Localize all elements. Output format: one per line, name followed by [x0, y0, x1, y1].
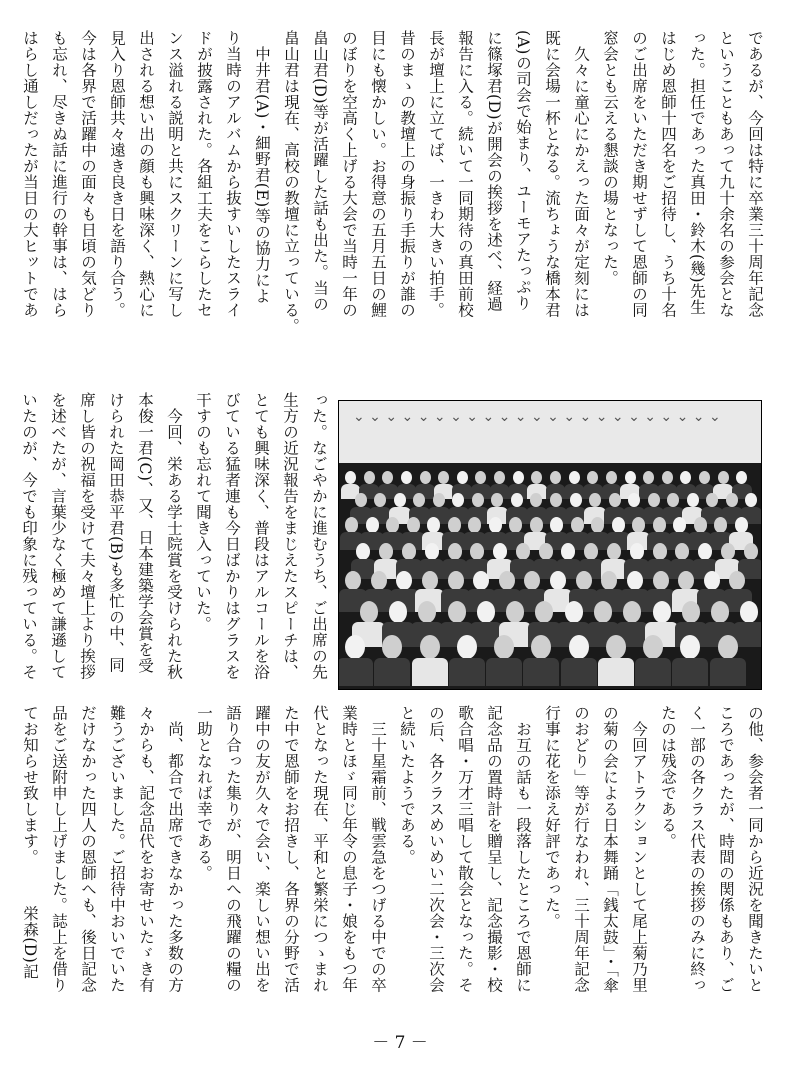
text-column: 今は各界で活躍中の面々も日頃の気どり: [79, 30, 97, 318]
text-column: 席し皆の祝福を受けて夫々壇上より挨拶: [78, 392, 96, 680]
text-column: 出される想い出の顔も興味深く、熱心に: [137, 30, 155, 318]
text-column: ンス溢れる説明と共にスクリーンに写し: [166, 30, 184, 318]
person-head: [561, 543, 575, 560]
person-head: [420, 471, 431, 484]
person-head: [550, 471, 561, 484]
person-head: [630, 543, 644, 560]
text-column: のぼりを空高く上げる大会で当時一年の: [340, 30, 358, 318]
person-head: [576, 571, 592, 590]
person-head: [539, 543, 553, 560]
middle-text-block: [20, 392, 332, 680]
person-head: [513, 471, 524, 484]
person-head: [594, 601, 612, 623]
person-head: [407, 517, 420, 533]
person-head: [587, 471, 598, 484]
page-number: － 7 －: [372, 1033, 428, 1053]
person-head: [721, 543, 735, 560]
group-photo: [338, 400, 762, 690]
text-column: 畠山君(D)等が活躍した話も出た。当の: [311, 30, 329, 313]
person-head: [570, 493, 582, 507]
person-head: [653, 517, 666, 533]
text-column: を述べたが、言葉少なく極めて謙遜して: [49, 392, 67, 680]
person-body: [635, 658, 671, 686]
text-column: 久々に童心にかえった面々が定刻には: [572, 30, 590, 318]
person-head: [530, 493, 542, 507]
person-head: [506, 601, 524, 623]
person-head: [511, 493, 523, 507]
text-column: 今回、栄ある学士院賞を受けられた秋: [165, 392, 183, 680]
person-head: [729, 571, 745, 590]
person-body: [598, 658, 634, 686]
person-head: [389, 601, 407, 623]
person-head: [448, 543, 462, 560]
person-head: [704, 571, 720, 590]
person-head: [653, 601, 671, 623]
person-head: [648, 493, 660, 507]
person-head: [345, 517, 358, 533]
person-head: [601, 571, 617, 590]
person-head: [402, 543, 416, 560]
person-head: [714, 517, 727, 533]
person-body: [561, 658, 597, 686]
text-column: 尚、都合で出席できなかった多数の方: [166, 705, 184, 993]
person-head: [550, 517, 563, 533]
text-column: 代となった現在、平和と繁栄につゝまれ: [311, 705, 329, 993]
person-head: [609, 493, 621, 507]
person-head: [627, 571, 643, 590]
person-head: [516, 543, 530, 560]
text-column: 畠山君は現在、高校の教壇に立っている。: [282, 30, 300, 334]
text-column: た中で恩師をお招きし、各界の分野で活: [282, 705, 300, 993]
person-head: [420, 635, 440, 659]
text-column: に篠塚君(D)が開会の挨拶を述べ、経過: [485, 30, 503, 313]
person-head: [371, 571, 387, 590]
person-head: [740, 601, 758, 623]
person-head: [489, 517, 502, 533]
person-head: [491, 493, 503, 507]
text-column: と続いたようである。: [398, 705, 416, 865]
person-head: [718, 635, 738, 659]
person-head: [457, 635, 477, 659]
person-head: [612, 517, 625, 533]
person-head: [584, 543, 598, 560]
person-head: [509, 517, 522, 533]
text-column: の后、各クラスめいめい二次会・三次会: [427, 705, 445, 993]
person-head: [680, 471, 691, 484]
person-head: [736, 471, 747, 484]
person-head: [345, 471, 356, 484]
person-head: [433, 493, 445, 507]
person-body: [449, 658, 485, 686]
text-column: 品をご送附申し上げました。誌上を借り: [50, 705, 68, 993]
person-head: [699, 471, 710, 484]
person-head: [473, 571, 489, 590]
person-head: [643, 471, 654, 484]
text-column: 難うございました。ご招待中おいでいた: [108, 705, 126, 993]
text-column: 歌合唱・万才三唱して散会となった。そ: [456, 705, 474, 993]
person-head: [396, 571, 412, 590]
person-head: [493, 543, 507, 560]
person-head: [550, 571, 566, 590]
person-body: [486, 658, 522, 686]
person-head: [530, 517, 543, 533]
person-head: [662, 471, 673, 484]
text-column: たのは残念である。: [659, 705, 677, 849]
text-column: 々からも、記念品代をお寄せいたゞき有: [137, 705, 155, 993]
person-head: [364, 471, 375, 484]
person-head: [698, 543, 712, 560]
person-head: [675, 543, 689, 560]
text-column: (A)の司会で始まり、ユーモアたっぷり: [514, 30, 532, 311]
person-head: [653, 543, 667, 560]
text-column: はらし通しだったが当日の大ヒットであ: [21, 30, 39, 318]
person-head: [667, 493, 679, 507]
person-head: [589, 493, 601, 507]
text-column: いたのが、今でも印象に残っている。そ: [20, 392, 38, 680]
person-head: [452, 493, 464, 507]
text-column: びている猛者連も今日ばかりはグラスを: [223, 392, 241, 680]
text-column: 目にも懐かしい。お得意の五月五日の鯉: [369, 30, 387, 318]
text-column: 今回アトラクションとして尾上菊乃里: [630, 705, 648, 993]
person-head: [448, 571, 464, 590]
person-head: [718, 471, 729, 484]
top-text-block: [21, 30, 768, 390]
text-column: 窓会とも云える懇談の場となった。: [601, 30, 619, 286]
person-head: [422, 571, 438, 590]
photo-banner: [339, 401, 761, 463]
text-column: のおどり」等が行なわれ、三十周年記念: [572, 705, 590, 993]
person-head: [623, 601, 641, 623]
text-column: はじめ恩師十四名をご招待し、うち十名: [659, 30, 677, 318]
person-head: [706, 493, 718, 507]
person-body: [672, 658, 708, 686]
person-body: [523, 658, 559, 686]
text-column: のご出席をいただき期せずして恩師の同: [630, 30, 648, 318]
person-head: [606, 471, 617, 484]
person-head: [413, 493, 425, 507]
text-column: だけなかった四人の恩師へも、後日記念: [79, 705, 97, 993]
person-head: [569, 635, 589, 659]
person-head: [682, 601, 700, 623]
text-column: った。なごやかに進むうち、ご出席の先: [310, 392, 328, 680]
person-head: [711, 601, 729, 623]
text-column: り当時のアルバムから抜すいしたスライ: [224, 30, 242, 318]
person-head: [457, 471, 468, 484]
person-head: [735, 517, 748, 533]
text-column: 生方の近況報告をまじえたスピーチは、: [281, 392, 299, 680]
person-body: [412, 658, 448, 686]
text-column: 記念品の置時計を贈呈し、記念撮影・校: [485, 705, 503, 993]
text-column: 一助となれば幸である。: [195, 705, 213, 881]
text-column: ドが披露された。各組工夫をこらしたセ: [195, 30, 213, 318]
text-column: お互の話も一段落したところで恩師に: [514, 705, 532, 993]
text-column: 見入り恩師共々遠き良き日を語り合う。: [108, 30, 126, 318]
person-head: [494, 471, 505, 484]
person-head: [494, 635, 514, 659]
person-head: [535, 601, 553, 623]
person-head: [472, 493, 484, 507]
person-head: [345, 571, 361, 590]
person-head: [625, 471, 636, 484]
person-head: [499, 571, 515, 590]
person-head: [745, 493, 757, 507]
text-column: 本俊一君(C)、又、日本建築学会賞を受: [136, 392, 154, 674]
person-head: [726, 493, 738, 507]
text-column: 三十星霜前、戦雲急をつげる中での卒: [369, 705, 387, 993]
person-head: [382, 471, 393, 484]
text-column: の他、参会者一同から近況を聞きたいと: [746, 705, 764, 993]
person-head: [687, 493, 699, 507]
text-column: 業時とほゞ同じ年令の息子・娘をもつ年: [340, 705, 358, 993]
person-head: [360, 601, 378, 623]
person-head: [477, 601, 495, 623]
person-head: [524, 571, 540, 590]
person-head: [427, 517, 440, 533]
person-head: [448, 517, 461, 533]
text-column: であるが、今回は特に卒業三十周年記念: [746, 30, 764, 318]
text-column: った。担任であった真田・鈴木(幾)先生: [688, 30, 706, 316]
text-column: 干すのも忘れて聞き入っていた。: [194, 392, 212, 632]
text-column: 長が壇上に立てば、一きわ大きい拍手。: [427, 30, 445, 318]
person-head: [468, 517, 481, 533]
person-head: [345, 635, 365, 659]
person-head: [550, 493, 562, 507]
person-head: [531, 471, 542, 484]
person-head: [680, 635, 700, 659]
text-column: 既に会場一杯となる。流ちょうな橋本君: [543, 30, 561, 318]
person-head: [744, 543, 758, 560]
person-head: [565, 601, 583, 623]
person-head: [531, 635, 551, 659]
person-head: [653, 571, 669, 590]
person-head: [366, 517, 379, 533]
person-head: [355, 493, 367, 507]
text-column: 語り合った集りが、明日への飛躍の糧の: [224, 705, 242, 993]
text-column: も忘れ、尽きぬ話に進行の幹事は、はら: [50, 30, 68, 318]
person-head: [401, 471, 412, 484]
text-column: ということもあって九十余名の参会とな: [717, 30, 735, 318]
text-column: く一部の各クラス代表の挨拶のみに終っ: [688, 705, 706, 993]
person-head: [606, 635, 626, 659]
person-head: [382, 635, 402, 659]
person-head: [632, 517, 645, 533]
text-column: 報告に入る。続いて一同期待の真田前校: [456, 30, 474, 318]
person-head: [374, 493, 386, 507]
text-column: 行事に花を添え好評であった。: [543, 705, 561, 929]
person-head: [379, 543, 393, 560]
text-column: 躍中の友が久々で会い、楽しい想い出を: [253, 705, 271, 993]
person-head: [571, 517, 584, 533]
person-head: [356, 543, 370, 560]
garland-decoration-icon: ⌄ ⌄ ⌄ ⌄ ⌄ ⌄ ⌄ ⌄ ⌄ ⌄ ⌄ ⌄ ⌄ ⌄ ⌄ ⌄ ⌄ ⌄ ⌄ ⌄ ⌄ ⌄ ⌄: [353, 409, 721, 425]
text-column: の菊の会による日本舞踊「銭太鼓」・「傘: [601, 705, 619, 994]
person-head: [673, 517, 686, 533]
person-head: [678, 571, 694, 590]
person-body: [338, 658, 373, 686]
text-column: けられた岡田恭平君(B)も多忙の中、同: [107, 392, 125, 673]
bottom-text-block: [21, 705, 768, 1025]
person-head: [438, 471, 449, 484]
person-body: [374, 658, 410, 686]
person-head: [470, 543, 484, 560]
person-head: [386, 517, 399, 533]
person-head: [607, 543, 621, 560]
person-head: [591, 517, 604, 533]
text-column: てお知らせ致します。 栄森(D)記: [21, 705, 39, 980]
person-head: [425, 543, 439, 560]
person-head: [643, 635, 663, 659]
person-head: [569, 471, 580, 484]
person-head: [448, 601, 466, 623]
text-column: とても興味深く、普段はアルコールを浴: [252, 392, 270, 680]
person-head: [694, 517, 707, 533]
text-column: ころであったが、時間の関係もあり、ご: [717, 705, 735, 993]
person-head: [418, 601, 436, 623]
person-head: [475, 471, 486, 484]
text-column: 中井君(A)・細野君(E)等の協力によ: [253, 30, 271, 304]
person-body: [710, 658, 746, 686]
person-head: [394, 493, 406, 507]
text-column: 昔のまゝの教壇上の身振り手振りが誰の: [398, 30, 416, 318]
person-head: [628, 493, 640, 507]
